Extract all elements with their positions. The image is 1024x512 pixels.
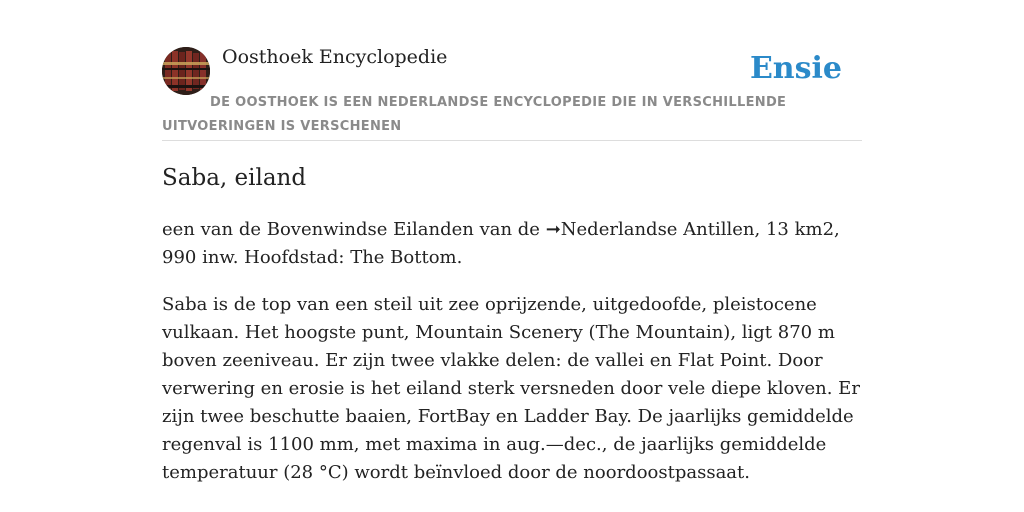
article <box>162 160 862 487</box>
encyclopedia-books-icon[interactable] <box>162 47 210 95</box>
link-nederlandse-antillen[interactable] <box>546 219 755 240</box>
site-header <box>162 44 862 141</box>
article-paragraph-1 <box>162 216 862 272</box>
brand-logo[interactable]: Ensie <box>749 51 842 86</box>
paragraph-text: een van de Bovenwindse Eilanden van de <box>162 219 546 240</box>
article-title: Saba, eiland <box>162 165 307 191</box>
article-paragraph-2: Saba is de top van een steil uit zee oprijzende, uitgedoofde, pleistocene vulkaan. Het hoogste punt, Mountain Scenery (The Mountain), ligt 870 m boven zeeniveau. Er zijn twee vlakke delen: de vallei en Flat Point. Door verwering en erosie is het eiland sterk versneden door vele diepe kloven. Er zijn twee beschutte baaien, FortBay en Ladder Bay. De jaarlijks gemiddelde regenval is 1100 mm, met maxima in aug.—dec., de jaarlijks gemiddelde temperatuur (28 °C) wordt beïnvloed door de noordoostpassaat. <box>162 294 860 483</box>
arrow-right-icon: ➞ <box>545 219 561 240</box>
site-name[interactable]: Oosthoek Encyclopedie <box>222 46 448 68</box>
link-label: Nederlandse Antillen <box>560 219 755 240</box>
site-tagline: DE OOSTHOEK IS EEN NEDERLANDSE ENCYCLOPEDIE DIE IN VERSCHILLENDE UITVOERINGEN IS VERSCHENEN <box>162 95 787 134</box>
paragraph-text: , 13 km2, 990 inw. Hoofdstad: The Bottom. <box>162 219 840 268</box>
